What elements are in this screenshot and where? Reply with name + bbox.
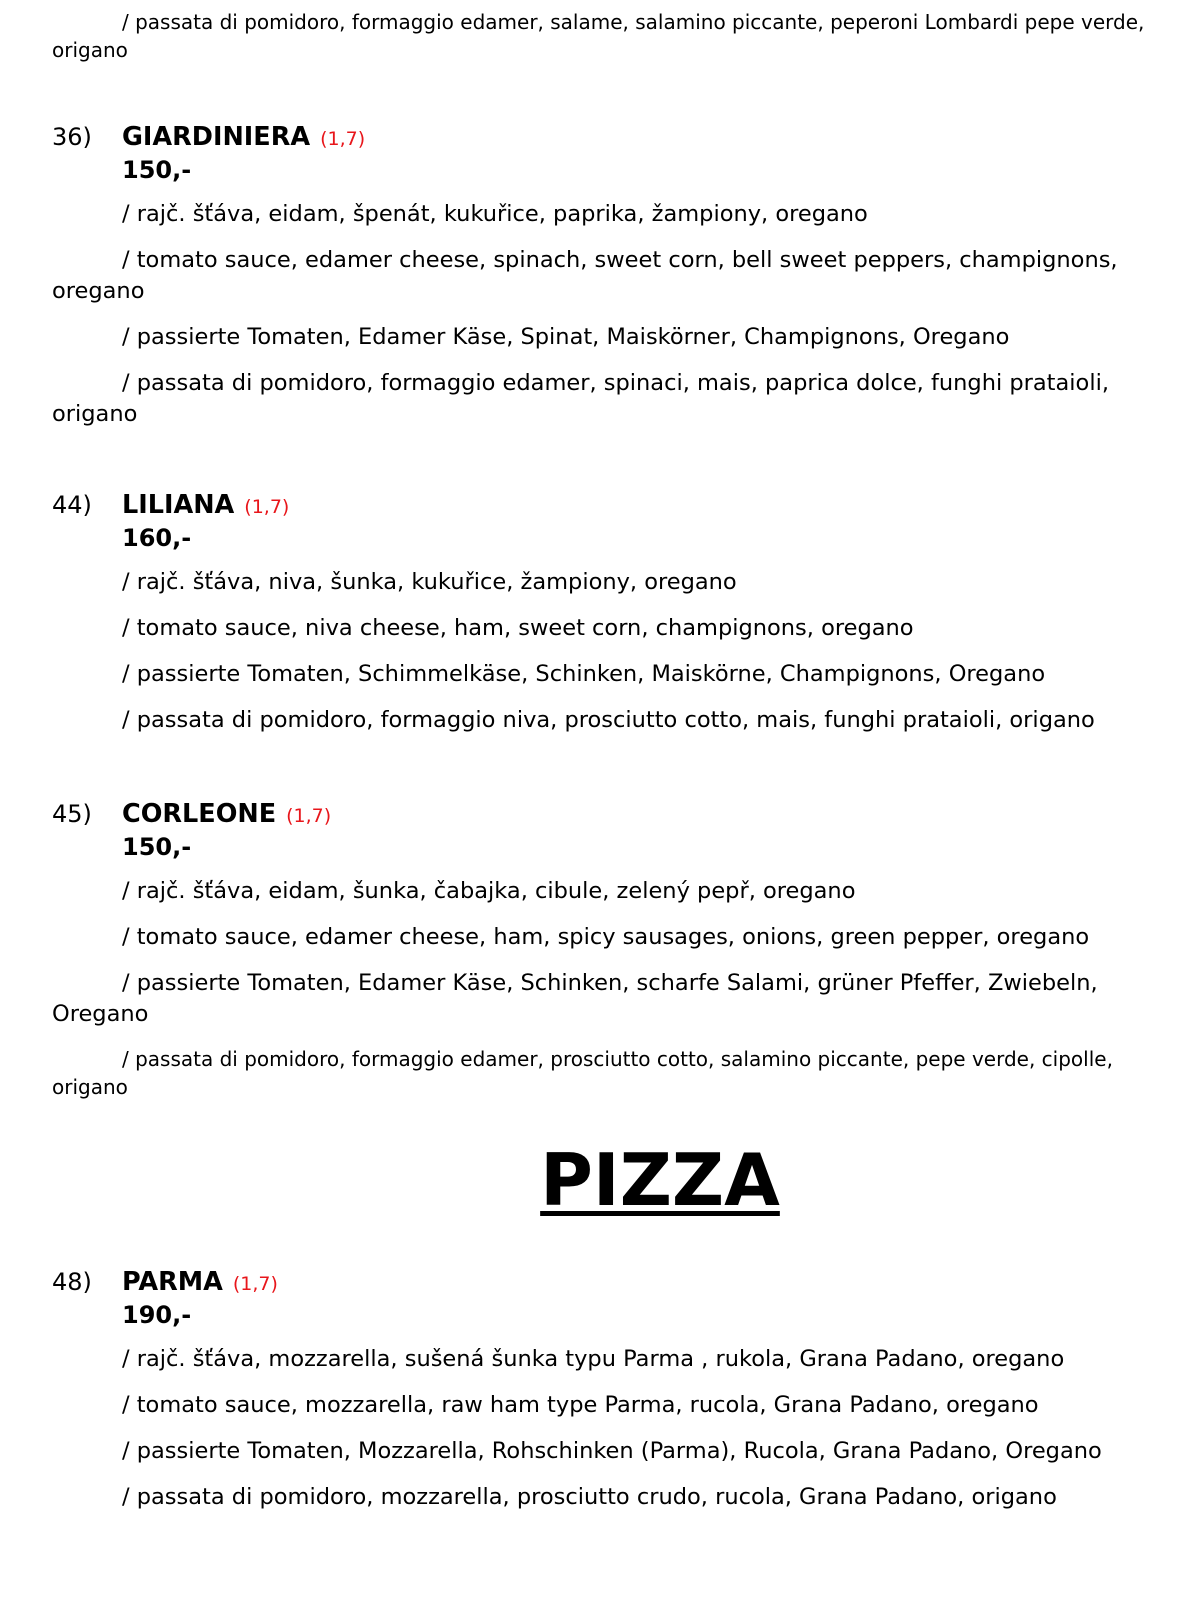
- ingredients-it: / passata di pomidoro, formaggio edamer, salame, salamino piccante, peperoni Lombardi pepe verde, origano: [52, 10, 1145, 62]
- item-name-text: GIARDINIERA: [122, 122, 311, 152]
- item-name-text: PARMA: [122, 1267, 223, 1297]
- allergen-codes: (1,7): [286, 805, 332, 827]
- ingredients-de: / passierte Tomaten, Edamer Käse, Spinat, Maiskörner, Champignons, Oregano: [122, 324, 1010, 350]
- allergen-codes: (1,7): [244, 496, 290, 518]
- menu-item-liliana: [52, 488, 1172, 736]
- ingredients-it: / passata di pomidoro, formaggio edamer, prosciutto cotto, salamino piccante, pepe verde, cipolle, origano: [52, 1047, 1113, 1099]
- ingredients-cz: / rajč. šťáva, niva, šunka, kukuřice, žampiony, oregano: [122, 569, 737, 595]
- ingredients-en: / tomato sauce, edamer cheese, spinach, sweet corn, bell sweet peppers, champignons, oregano: [52, 247, 1118, 304]
- item-price: 150,-: [122, 156, 192, 184]
- item-header: [52, 797, 1172, 831]
- item-name-text: CORLEONE: [122, 799, 277, 829]
- ingredients-en: / tomato sauce, mozzarella, raw ham type Parma, rucola, Grana Padano, oregano: [122, 1392, 1039, 1418]
- item-number: 36): [52, 123, 92, 151]
- ingredients-cz: / rajč. šťáva, eidam, šunka, čabajka, cibule, zelený pepř, oregano: [122, 878, 856, 904]
- item-header: [52, 1265, 1172, 1299]
- item-name: [122, 120, 365, 156]
- ingredients-cz: / rajč. šťáva, eidam, špenát, kukuřice, paprika, žampiony, oregano: [122, 201, 868, 227]
- item-header: [52, 120, 1172, 154]
- ingredients-de: / passierte Tomaten, Edamer Käse, Schinken, scharfe Salami, grüner Pfeffer, Zwiebeln, Oregano: [52, 970, 1098, 1027]
- item-name: [122, 797, 331, 833]
- item-number: 44): [52, 491, 92, 519]
- ingredients-it: / passata di pomidoro, formaggio niva, prosciutto cotto, mais, funghi prataioli, origano: [122, 707, 1095, 733]
- item-price: 190,-: [122, 1301, 192, 1329]
- allergen-codes: (1,7): [232, 1273, 278, 1295]
- item-price: 150,-: [122, 833, 192, 861]
- item-number: 45): [52, 800, 92, 828]
- ingredients-en: / tomato sauce, niva cheese, ham, sweet corn, champignons, oregano: [122, 615, 914, 641]
- item-header: [52, 488, 1172, 522]
- ingredients-it: / passata di pomidoro, mozzarella, prosciutto crudo, rucola, Grana Padano, origano: [122, 1484, 1057, 1510]
- item-name-text: LILIANA: [122, 490, 235, 520]
- menu-item-corleone: [52, 797, 1172, 1101]
- ingredients-en: / tomato sauce, edamer cheese, ham, spicy sausages, onions, green pepper, oregano: [122, 924, 1090, 950]
- item-number: 48): [52, 1268, 92, 1296]
- allergen-codes: (1,7): [320, 128, 366, 150]
- ingredients-de: / passierte Tomaten, Schimmelkäse, Schinken, Maiskörne, Champignons, Oregano: [122, 661, 1046, 687]
- menu-item-giardiniera: [52, 120, 1172, 430]
- item-34-italian-fragment: [52, 8, 1172, 64]
- section-heading-pizza: [0, 1140, 1200, 1220]
- ingredients-de: / passierte Tomaten, Mozzarella, Rohschinken (Parma), Rucola, Grana Padano, Oregano: [122, 1438, 1102, 1464]
- menu-item-parma: [52, 1265, 1172, 1513]
- item-price: 160,-: [122, 524, 192, 552]
- item-name: [122, 488, 289, 524]
- ingredients-it: / passata di pomidoro, formaggio edamer, spinaci, mais, paprica dolce, funghi prataioli, origano: [52, 370, 1109, 427]
- ingredients-cz: / rajč. šťáva, mozzarella, sušená šunka typu Parma , rukola, Grana Padano, oregano: [122, 1346, 1065, 1372]
- section-heading-text: PIZZA: [540, 1138, 780, 1222]
- item-name: [122, 1265, 278, 1301]
